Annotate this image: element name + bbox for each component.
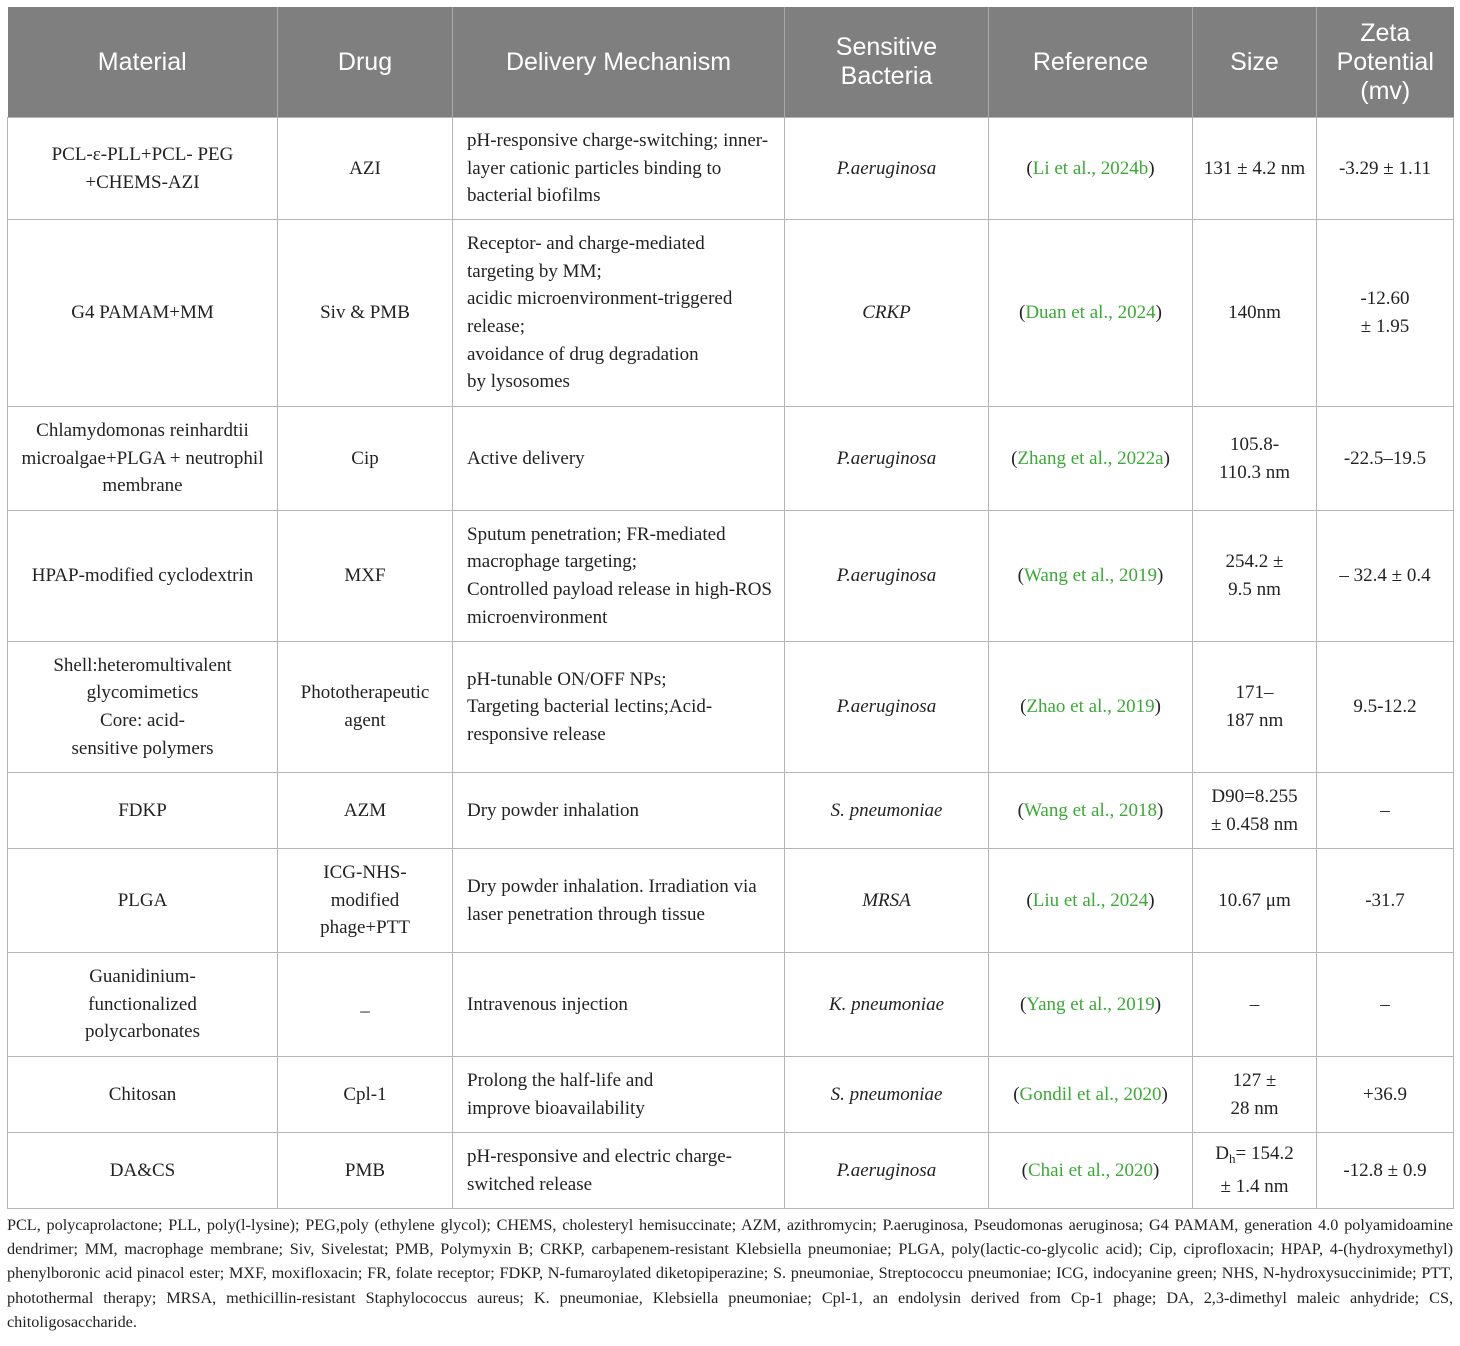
cell-sensitive-bacteria: S. pneumoniae (785, 773, 989, 849)
close-paren: ) (1153, 1159, 1160, 1181)
close-paren: ) (1163, 447, 1170, 469)
cell-reference (989, 1133, 1193, 1209)
table-row (8, 642, 1454, 773)
cell-sensitive-bacteria: K. pneumoniae (785, 953, 989, 1057)
cell-material: DA&CS (8, 1133, 278, 1209)
cell-material: PLGA (8, 849, 278, 953)
open-paren: ( (1011, 447, 1018, 469)
cell-drug: ICG-NHS- modified phage+PTT (278, 849, 453, 953)
close-paren: ) (1148, 157, 1155, 179)
cell-size (1193, 407, 1317, 511)
cell-delivery-mechanism: pH-responsive and electric charge-switched release (453, 1133, 785, 1209)
size-subscript: h (1229, 1151, 1236, 1167)
cell-delivery-mechanism: Dry powder inhalation. Irradiation via laser penetration through tissue (453, 849, 785, 953)
size-value: 254.2 ± 9.5 nm (1225, 551, 1284, 600)
cell-reference (989, 642, 1193, 773)
reference-link[interactable]: Wang et al., 2018 (1023, 799, 1158, 821)
cell-delivery-mechanism: Active delivery (453, 407, 785, 511)
table-row (8, 1133, 1454, 1209)
cell-drug: Cpl-1 (278, 1057, 453, 1133)
cell-size (1193, 849, 1317, 953)
open-paren: ( (1019, 302, 1026, 324)
reference-link[interactable]: Wang et al., 2019 (1023, 565, 1158, 587)
table-row (8, 220, 1454, 407)
cell-drug: PMB (278, 1133, 453, 1209)
table-row (8, 118, 1454, 220)
cell-reference (989, 849, 1193, 953)
header-row (8, 7, 1454, 118)
table-row (8, 511, 1454, 642)
cell-zeta-potential: -12.8 ± 0.9 (1317, 1133, 1454, 1209)
cell-sensitive-bacteria: MRSA (785, 849, 989, 953)
open-paren: ( (1013, 1083, 1020, 1105)
open-paren: ( (1017, 565, 1024, 587)
cell-zeta-potential: -22.5–19.5 (1317, 407, 1454, 511)
cell-sensitive-bacteria: P.aeruginosa (785, 1133, 989, 1209)
close-paren: ) (1154, 993, 1162, 1015)
cell-delivery-mechanism: Dry powder inhalation (453, 773, 785, 849)
cell-drug: MXF (278, 511, 453, 642)
cell-material: Chitosan (8, 1057, 278, 1133)
cell-zeta-potential: – (1317, 773, 1454, 849)
size-value: D90=8.255 ± 0.458 nm (1211, 785, 1298, 835)
close-paren: ) (1157, 799, 1164, 821)
data-table (7, 7, 1454, 1209)
cell-drug: Phototherapeutic agent (278, 642, 453, 773)
cell-zeta-potential: – (1317, 953, 1454, 1057)
reference-link[interactable]: Zhang et al., 2022a (1017, 447, 1164, 469)
column-header-sensitive-bacteria: Sensitive Bacteria (785, 7, 989, 118)
cell-delivery-mechanism: Receptor- and charge-mediated targeting by MM; acidic microenvironment-triggered release; avoidance of drug degradation by lysosomes (453, 220, 785, 407)
cell-zeta-potential: -31.7 (1317, 849, 1454, 953)
cell-size (1193, 773, 1317, 849)
cell-reference (989, 407, 1193, 511)
cell-delivery-mechanism: Sputum penetration; FR-mediated macrophage targeting; Controlled payload release in high-ROS microenvironment (453, 511, 785, 642)
cell-zeta-potential: -12.60 ± 1.95 (1317, 220, 1454, 407)
cell-size (1193, 1133, 1317, 1209)
cell-sensitive-bacteria: CRKP (785, 220, 989, 407)
cell-drug: Siv & PMB (278, 220, 453, 407)
table-footnote: PCL, polycaprolactone; PLL, poly(l-lysine); PEG,poly (ethylene glycol); CHEMS, cholesteryl hemisuccinate; AZM, azithromycin; P.aeruginosa, Pseudomonas aeruginosa; G4 PAMAM, generation 4.0 polyamidoamine dendrimer; MM, macrophage membrane; Siv, Sivelestat; PMB, Polymyxin B; CRKP, carbapenem-resistant Klebsiella pneumoniae; PLGA, poly(lactic-co-glycolic acid); Cip, ciprofloxacin; HPAP, 4-(hydroxymethyl) phenylboronic acid pinacol ester; MXF, moxifloxacin; FR, folate receptor; FDKP, N-fumaroylated diketopiperazine; S. pneumoniae, Streptococcu pneumoniae; ICG, indocyanine green; NHS, N-hydroxysuccinimide; PTT, photothermal therapy; MRSA, methicillin-resistant Staphylococcus aureus; K. pneumoniae, Klebsiella pneumoniae; Cpl-1, an endolysin derived from Cp-1 phage; DA, 2,3-dimethyl maleic anhydride; CS, chitoligosaccharide. (7, 1216, 1453, 1331)
size-value: – (1249, 993, 1260, 1015)
cell-drug: AZM (278, 773, 453, 849)
open-paren: ( (1020, 696, 1027, 718)
cell-zeta-potential: – 32.4 ± 0.4 (1317, 511, 1454, 642)
cell-delivery-mechanism: pH-tunable ON/OFF NPs; Targeting bacterial lectins;Acid-responsive release (453, 642, 785, 773)
open-paren: ( (1019, 993, 1027, 1015)
column-header-zeta-potential: Zeta Potential (mv) (1317, 7, 1454, 118)
cell-zeta-potential: +36.9 (1317, 1057, 1454, 1133)
cell-reference (989, 511, 1193, 642)
cell-size (1193, 118, 1317, 220)
column-header-material: Material (8, 7, 278, 118)
cell-zeta-potential: -3.29 ± 1.11 (1317, 118, 1454, 220)
size-value: = 154.2 ± 1.4 nm (1220, 1143, 1294, 1197)
close-paren: ) (1154, 696, 1161, 718)
table-row (8, 953, 1454, 1057)
cell-size (1193, 642, 1317, 773)
size-value: 127 ± 28 nm (1230, 1069, 1279, 1119)
cell-sensitive-bacteria: P.aeruginosa (785, 118, 989, 220)
cell-delivery-mechanism: pH-responsive charge-switching; inner-layer cationic particles binding to bacterial biofilms (453, 118, 785, 220)
size-value: 105.8- 110.3 nm (1218, 433, 1291, 483)
close-paren: ) (1157, 565, 1164, 587)
cell-size (1193, 220, 1317, 407)
reference-link[interactable]: Gondil et al., 2020 (1019, 1083, 1162, 1105)
close-paren: ) (1148, 889, 1155, 911)
cell-drug: _ (278, 953, 453, 1057)
reference-link[interactable]: Zhao et al., 2019 (1026, 696, 1155, 718)
reference-link[interactable]: Yang et al., 2019 (1026, 993, 1155, 1015)
cell-sensitive-bacteria: P.aeruginosa (785, 642, 989, 773)
cell-reference (989, 1057, 1193, 1133)
cell-size (1193, 953, 1317, 1057)
cell-reference (989, 953, 1193, 1057)
cell-material: FDKP (8, 773, 278, 849)
column-header-drug: Drug (278, 7, 453, 118)
cell-reference (989, 773, 1193, 849)
cell-material: Chlamydomonas reinhardtii microalgae+PLGA + neutrophil membrane (8, 407, 278, 511)
open-paren: ( (1021, 1159, 1028, 1181)
cell-sensitive-bacteria: S. pneumoniae (785, 1057, 989, 1133)
table-row (8, 849, 1454, 953)
reference-link[interactable]: Duan et al., 2024 (1025, 302, 1156, 324)
cell-size (1193, 1057, 1317, 1133)
column-header-size: Size (1193, 7, 1317, 118)
cell-zeta-potential: 9.5-12.2 (1317, 642, 1454, 773)
table-row (8, 773, 1454, 849)
open-paren: ( (1026, 889, 1033, 911)
size-value: 171– 187 nm (1225, 682, 1284, 731)
reference-link[interactable]: Liu et al., 2024 (1032, 889, 1149, 911)
size-value: 140nm (1228, 302, 1281, 324)
cell-material: PCL-ε-PLL+PCL- PEG +CHEMS-AZI (8, 118, 278, 220)
cell-delivery-mechanism: Intravenous injection (453, 953, 785, 1057)
size-value: 10.67 μm (1218, 889, 1291, 911)
cell-size (1193, 511, 1317, 642)
cell-sensitive-bacteria: P.aeruginosa (785, 407, 989, 511)
open-paren: ( (1026, 157, 1033, 179)
cell-material: HPAP-modified cyclodextrin (8, 511, 278, 642)
table-row (8, 407, 1454, 511)
cell-material: Guanidinium- functionalized polycarbonates (8, 953, 278, 1057)
column-header-delivery-mechanism: Delivery Mechanism (453, 7, 785, 118)
cell-reference (989, 118, 1193, 220)
cell-material: G4 PAMAM+MM (8, 220, 278, 407)
column-header-reference: Reference (989, 7, 1193, 118)
open-paren: ( (1017, 799, 1024, 821)
table-row (8, 1057, 1454, 1133)
cell-sensitive-bacteria: P.aeruginosa (785, 511, 989, 642)
size-value: 131 ± 4.2 nm (1203, 157, 1306, 179)
close-paren: ) (1155, 302, 1162, 324)
close-paren: ) (1161, 1083, 1168, 1105)
cell-drug: Cip (278, 407, 453, 511)
cell-delivery-mechanism: Prolong the half-life and improve bioavailability (453, 1057, 785, 1133)
cell-drug: AZI (278, 118, 453, 220)
data-table-container (7, 7, 1453, 1209)
cell-reference (989, 220, 1193, 407)
cell-material: Shell:heteromultivalent glycomimetics Core: acid- sensitive polymers (8, 642, 278, 773)
size-prefix: D (1215, 1143, 1229, 1165)
reference-link[interactable]: Chai et al., 2020 (1027, 1159, 1154, 1181)
reference-link[interactable]: Li et al., 2024b (1032, 157, 1149, 179)
